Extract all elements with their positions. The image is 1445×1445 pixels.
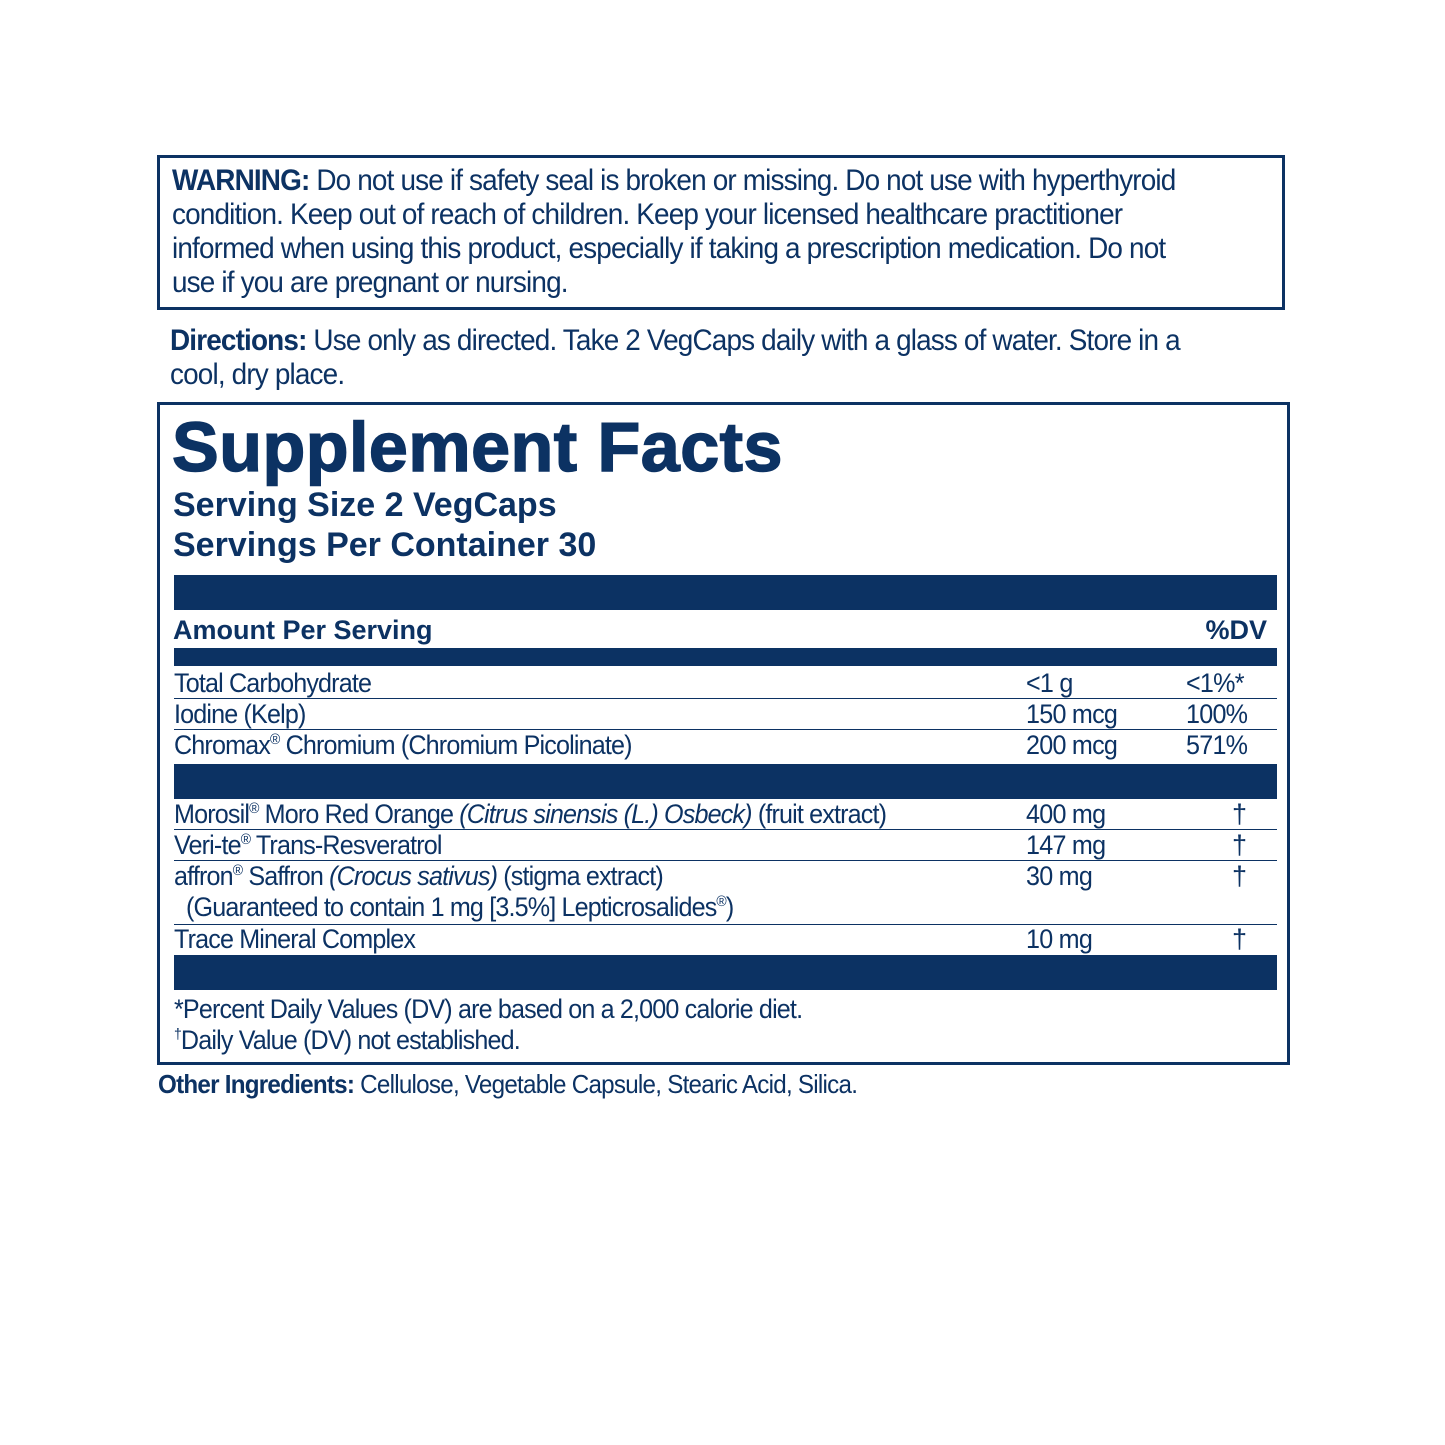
footnote-daily-values: *Percent Daily Values (DV) are based on a 2,000 calorie diet. — [174, 994, 803, 1024]
directions-body: Use only as directed. Take 2 VegCaps daily with a glass of water. Store in a cool, dry place. — [170, 324, 1180, 391]
divider-bar — [174, 764, 1277, 799]
nutrient-dv: 100% — [1186, 699, 1248, 729]
facts-title: Supplement Facts — [172, 408, 783, 486]
warning-label: WARNING: — [172, 164, 310, 197]
nutrient-dv: 571% — [1186, 730, 1248, 760]
warning-text — [172, 164, 1200, 300]
dagger-mark: † — [1232, 830, 1248, 860]
ingredient-note: (Guaranteed to contain 1 mg [3.5%] Lepticrosalides®) — [186, 892, 734, 922]
ingredient-name: Veri-te® Trans-Resveratrol — [174, 830, 442, 860]
nutrient-amount: 150 mcg — [1026, 699, 1118, 729]
other-ingredients-body: Cellulose, Vegetable Capsule, Stearic Acid, Silica. — [354, 1069, 858, 1099]
nutrient-name: Chromax® Chromium (Chromium Picolinate) — [174, 730, 632, 760]
divider-bar — [174, 648, 1277, 666]
ingredient-row — [174, 830, 1277, 861]
dagger-mark: † — [1232, 861, 1248, 891]
ingredient-amount: 30 mg — [1026, 861, 1093, 891]
dagger-mark: † — [1232, 924, 1248, 954]
ingredient-row — [174, 924, 1277, 955]
dv-header: %DV — [1205, 615, 1267, 645]
other-ingredients-label: Other Ingredients: — [158, 1069, 355, 1099]
nutrient-name: Iodine (Kelp) — [174, 699, 306, 729]
divider-bar — [174, 575, 1277, 610]
dagger-mark: † — [1232, 799, 1248, 829]
nutrient-row — [174, 699, 1277, 730]
other-ingredients — [158, 1068, 857, 1100]
divider-bar — [174, 955, 1277, 990]
nutrient-name: Total Carbohydrate — [174, 668, 372, 698]
ingredient-name: affron® Saffron (Crocus sativus) (stigma extract) — [174, 861, 663, 891]
ingredient-amount: 147 mg — [1026, 830, 1106, 860]
warning-box — [157, 155, 1285, 310]
ingredient-name: Morosil® Moro Red Orange (Citrus sinensis (L.) Osbeck) (fruit extract) — [174, 799, 887, 829]
servings-per-container: Servings Per Container 30 — [173, 526, 597, 564]
directions-text — [170, 324, 1207, 392]
nutrient-row — [174, 730, 1277, 761]
ingredient-name: Trace Mineral Complex — [174, 924, 416, 954]
nutrient-dv: <1%* — [1186, 668, 1244, 698]
nutrient-amount: 200 mcg — [1026, 730, 1118, 760]
ingredient-row — [174, 799, 1277, 830]
ingredient-amount: 400 mg — [1026, 799, 1106, 829]
amount-per-serving-header: Amount Per Serving — [173, 615, 433, 645]
serving-size: Serving Size 2 VegCaps — [173, 486, 557, 524]
nutrient-amount: <1 g — [1026, 668, 1073, 698]
directions-label: Directions: — [170, 324, 307, 357]
ingredient-row — [174, 861, 1277, 925]
nutrient-row — [174, 668, 1277, 699]
warning-body: Do not use if safety seal is broken or missing. Do not use with hyperthyroid condition. Keep out of reach of children. Keep your licensed healthcare practitioner informed when using this product, especially if taking a prescription medication. Do not use if you are pregnant or nursing. — [172, 164, 1176, 299]
supplement-facts-panel — [157, 402, 1290, 1065]
ingredient-amount: 10 mg — [1026, 924, 1093, 954]
footnote-dv-not-established: †Daily Value (DV) not established. — [174, 1025, 520, 1055]
